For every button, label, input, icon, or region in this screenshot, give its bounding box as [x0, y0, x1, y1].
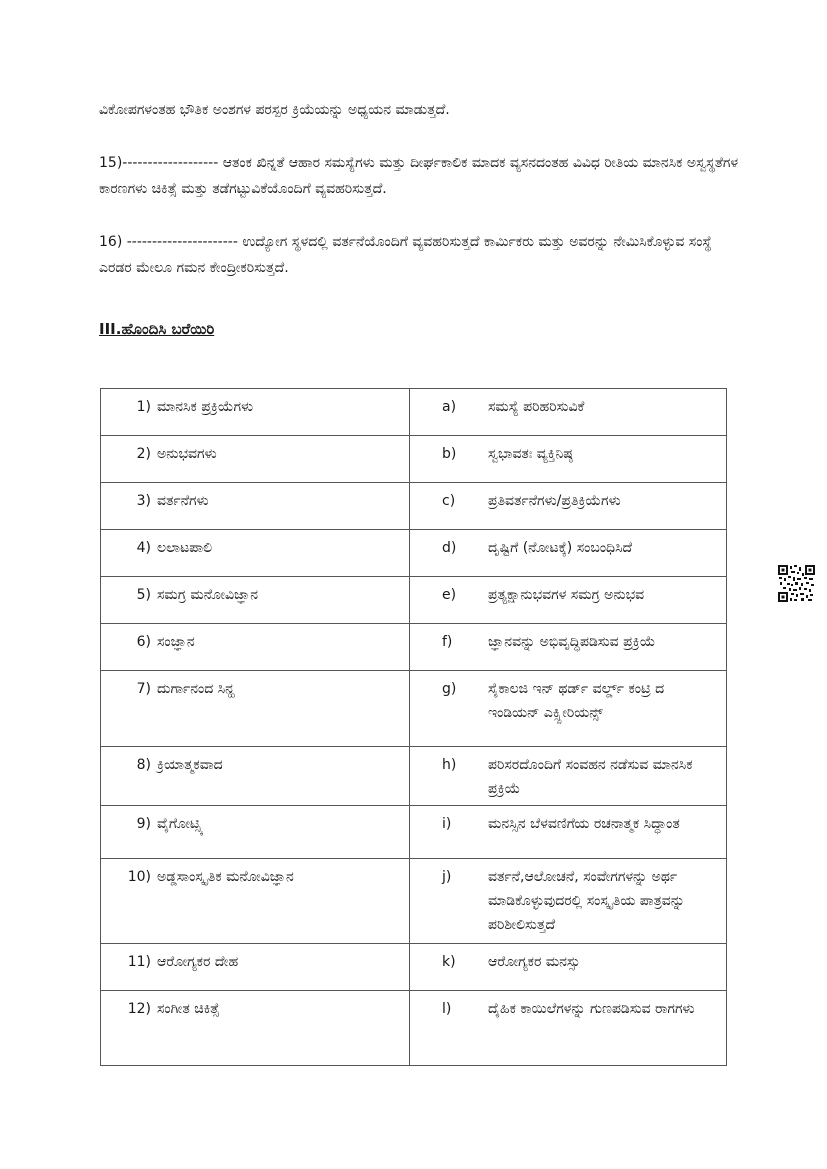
right-column-cell [410, 944, 727, 991]
left-column-cell [101, 747, 410, 806]
right-column-cell [410, 806, 727, 859]
question-16: 16) ---------------------- ಉದ್ಯೋಗ ಸ್ಥಳದಲ್ಲಿ ವರ್ತನೆಯೊಂದಿಗೆ ವ್ಯವಹರಿಸುತ್ತದೆ ಕಾರ್ಮಿಕರು ಮತ್ತು ಅವರನ್ನು ನೇಮಿಸಿಕೊಳ್ಳುವ ಸಂಸ್ಥೆ ಎರಡರ ಮೇಲೂ ಗಮನ ಕೇಂದ್ರೀಕರಿಸುತ್ತದೆ. [99, 234, 712, 276]
right-item-text: ಜ್ಞಾನವನ್ನು ಅಭಿವೃದ್ಧಿಪಡಿಸುವ ಪ್ರಕ್ರಿಯೆ [488, 634, 656, 650]
right-item-letter: e) [442, 587, 457, 603]
right-item-letter: d) [442, 540, 457, 556]
right-item-letter: c) [442, 493, 456, 509]
right-item-text: ದೃಷ್ಟಿಗೆ (ನೋಟಕ್ಕೆ) ಸಂಬಂಧಿಸಿದೆ [488, 540, 633, 556]
left-item-text: ವೈಗೋಟ್ಸ್ಕಿ [157, 816, 203, 832]
table-row [101, 944, 727, 991]
left-item-text: ವರ್ತನೆಗಳು [157, 493, 209, 509]
right-item-text: ಪ್ರತಿವರ್ತನೆಗಳು/ಪ್ರತಿಕ್ರಿಯೆಗಳು [488, 493, 621, 509]
left-item-number: 10) [127, 869, 151, 885]
right-column-cell [410, 389, 727, 436]
right-column-cell [410, 991, 727, 1066]
section-heading: III.ಹೊಂದಿಸಿ ಬರೆಯಿರಿ [99, 320, 215, 338]
left-item-number: 8) [136, 757, 151, 773]
left-column-cell [101, 389, 410, 436]
left-item-number: 7) [136, 681, 151, 697]
left-item-number: 4) [136, 540, 151, 556]
left-item-number: 12) [127, 1001, 151, 1017]
left-column-cell [101, 436, 410, 483]
left-column-cell [101, 577, 410, 624]
right-item-text: ಪ್ರತ್ಯಕ್ಷಾನುಭವಗಳ ಸಮಗ್ರ ಅನುಭವ [488, 587, 645, 603]
table-row [101, 747, 727, 806]
right-item-text: ಸ್ವಭಾವತಃ ವ್ಯಕ್ತಿನಿಷ್ಠ [488, 446, 573, 462]
right-item-letter: a) [442, 399, 457, 415]
left-item-number: 3) [136, 493, 151, 509]
right-item-text: ದೈಹಿಕ ಕಾಯಿಲೆಗಳನ್ನು ಗುಣಪಡಿಸುವ ರಾಗಗಳು [488, 1001, 695, 1017]
right-item-text: ಸೈಕಾಲಜಿ ಇನ್ ಥರ್ಡ್ ವರ್ಲ್ಡ್ ಕಂಟ್ರಿ ದ ಇಂಡಿಯನ್ ಎಕ್ಸ್ಪೀರಿಯನ್ಸ್ [488, 681, 665, 721]
right-column-cell [410, 577, 727, 624]
left-item-text: ಸಂಜ್ಞಾನ [157, 634, 195, 650]
left-item-number: 1) [136, 399, 151, 415]
left-item-text: ಆರೋಗ್ಯಕರ ದೇಹ [157, 954, 239, 970]
right-column-cell [410, 747, 727, 806]
table-row [101, 859, 727, 944]
right-item-letter: g) [442, 681, 457, 697]
left-item-text: ಕ್ರಿಯಾತ್ಮಕವಾದ [157, 757, 223, 773]
right-item-letter: h) [442, 757, 457, 773]
left-column-cell [101, 671, 410, 747]
table-row [101, 577, 727, 624]
right-column-cell [410, 483, 727, 530]
right-column-cell [410, 530, 727, 577]
left-item-text: ಮಾನಸಿಕ ಪ್ರಕ್ರಿಯೆಗಳು [157, 399, 254, 415]
right-item-text: ಪರಿಸರದೊಂದಿಗೆ ಸಂವಹನ ನಡೆಸುವ ಮಾನಸಿಕ ಪ್ರಕ್ರಿಯೆ [488, 757, 693, 797]
right-column-cell [410, 624, 727, 671]
left-item-text: ದುರ್ಗಾನಂದ ಸಿನ್ಹ [157, 681, 235, 697]
left-item-text: ಸಮಗ್ರ ಮನೋವಿಜ್ಞಾನ [157, 587, 259, 603]
right-item-text: ವರ್ತನೆ,ಆಲೋಚನೆ, ಸಂವೇಗಗಳನ್ನು ಅರ್ಥ ಮಾಡಿಕೊಳ್ಳುವುದರಲ್ಲಿ ಸಂಸ್ಕೃತಿಯ ಪಾತ್ರವನ್ನು ಪರಿಶೀಲಿಸುತ್ತದೆ [488, 869, 685, 933]
left-item-number: 11) [127, 954, 151, 970]
left-item-text: ಲಲಾಟಪಾಲಿ [157, 540, 213, 556]
left-column-cell [101, 806, 410, 859]
right-item-text: ಆರೋಗ್ಯಕರ ಮನಸ್ಸು [488, 954, 581, 970]
right-item-letter: f) [442, 634, 453, 650]
right-item-letter: j) [442, 869, 452, 885]
right-item-letter: l) [442, 1001, 452, 1017]
left-column-cell [101, 624, 410, 671]
table-row [101, 671, 727, 747]
table-row [101, 806, 727, 859]
right-column-cell [410, 671, 727, 747]
left-item-number: 5) [136, 587, 151, 603]
question-15: 15)------------------- ಆತಂಕ ಖಿನ್ನತೆ ಆಹಾರ ಸಮಸ್ಯೆಗಳು ಮತ್ತು ದೀರ್ಘಕಾಲಿಕ ಮಾದಕ ವ್ಯಸನದಂತಹ ವಿವಿಧ ರೀತಿಯ ಮಾನಸಿಕ ಅಸ್ವಸ್ಥತೆಗಳ ಕಾರಣಗಳು ಚಿಕಿತ್ಸೆ ಮತ್ತು ತಡೆಗಟ್ಟುವಿಕೆಯೊಂದಿಗೆ ವ್ಯವಹರಿಸುತ್ತದೆ. [99, 155, 739, 197]
right-item-letter: b) [442, 446, 457, 462]
left-item-text: ಅನುಭವಗಳು [157, 446, 217, 462]
right-column-cell [410, 436, 727, 483]
left-column-cell [101, 944, 410, 991]
left-item-text: ಅಡ್ಡಸಾಂಸ್ಕೃತಿಕ ಮನೋವಿಜ್ಞಾನ [157, 869, 294, 885]
match-table [100, 388, 727, 1066]
qr-code-icon [778, 565, 815, 602]
left-item-number: 2) [136, 446, 151, 462]
left-item-number: 9) [136, 816, 151, 832]
left-item-text: ಸಂಗೀತ ಚಿಕಿತ್ಸೆ [157, 1001, 220, 1017]
left-column-cell [101, 483, 410, 530]
table-row [101, 530, 727, 577]
right-item-text: ಮನಸ್ಸಿನ ಬೆಳವಣಿಗೆಯ ರಚನಾತ್ಮಕ ಸಿದ್ಧಾಂತ [488, 816, 680, 832]
left-column-cell [101, 859, 410, 944]
table-row [101, 991, 727, 1066]
left-column-cell [101, 991, 410, 1066]
left-item-number: 6) [136, 634, 151, 650]
table-row [101, 483, 727, 530]
table-row [101, 436, 727, 483]
table-row [101, 624, 727, 671]
table-row [101, 389, 727, 436]
right-item-text: ಸಮಸ್ಯೆ ಪರಿಹರಿಸುವಿಕೆ [488, 399, 585, 415]
right-column-cell [410, 859, 727, 944]
right-item-letter: k) [442, 954, 456, 970]
left-column-cell [101, 530, 410, 577]
right-item-letter: i) [442, 816, 452, 832]
paragraph-continuation: ವಿಕೋಪಗಳಂತಹ ಭೌತಿಕ ಅಂಶಗಳ ಪರಸ್ಪರ ಕ್ರಿಯೆಯನ್ನು ಅಧ್ಯಯನ ಮಾಡುತ್ತದೆ. [99, 102, 450, 118]
